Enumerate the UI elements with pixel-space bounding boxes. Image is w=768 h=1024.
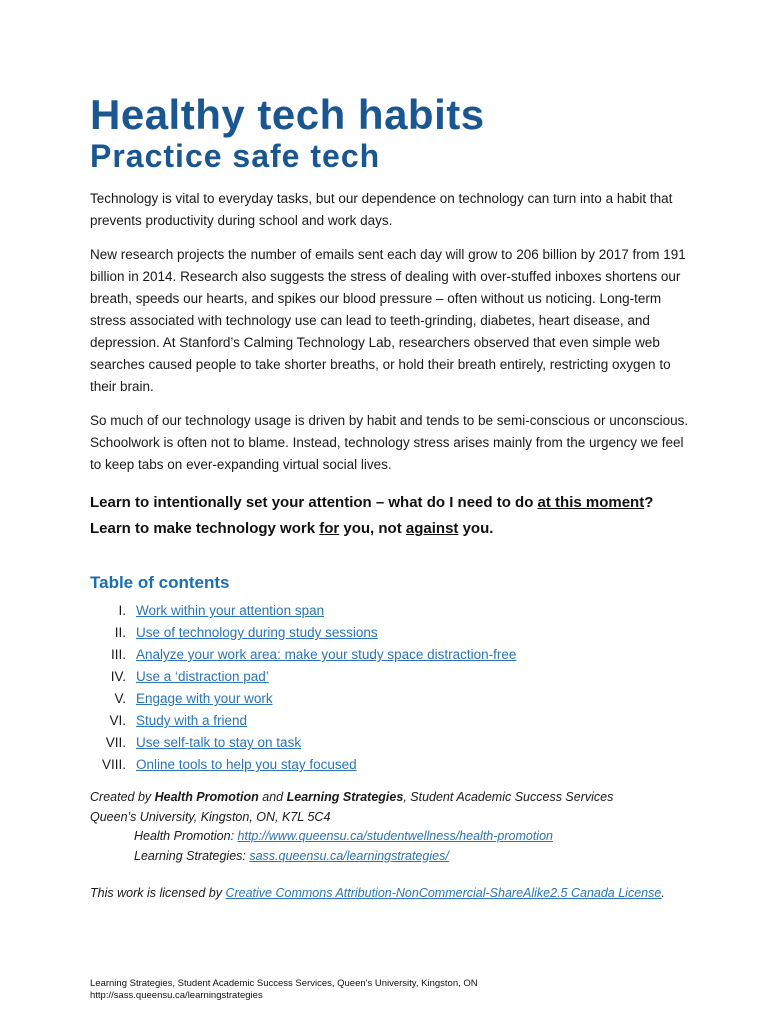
license-text: .: [661, 886, 665, 900]
credits-line: [90, 788, 690, 808]
document-page: [90, 92, 690, 903]
toc-item: [90, 710, 690, 732]
learning-strategies-link[interactable]: sass.queensu.ca/learningstrategies/: [249, 848, 449, 863]
toc-number: IV.: [110, 669, 126, 684]
toc-number: III.: [110, 647, 126, 662]
health-promotion-line: [90, 827, 690, 847]
toc-item: [90, 644, 690, 666]
intro-paragraph-1: Technology is vital to everyday tasks, but our dependence on technology can turn into a habit that prevents productivity during school and work days.: [90, 191, 673, 228]
callout-line-2: [90, 516, 690, 542]
callout: [90, 490, 690, 542]
toc-link[interactable]: Online tools to help you stay focused: [136, 757, 357, 772]
callout-emphasis: at this moment: [537, 494, 645, 511]
page-footer: [90, 978, 478, 1002]
toc-link[interactable]: Work within your attention span: [136, 603, 325, 618]
toc-link[interactable]: Use a ‘distraction pad’: [136, 669, 269, 684]
footer-line-2: http://sass.queensu.ca/learningstrategies: [90, 990, 263, 1001]
credits-org: Learning Strategies: [286, 790, 404, 804]
callout-text: Learn to make technology work: [90, 520, 320, 537]
toc-link[interactable]: Analyze your work area: make your study space distraction-free: [136, 647, 517, 662]
toc-number: VI.: [109, 713, 126, 728]
learning-strategies-line: [90, 847, 690, 867]
toc-item: [90, 754, 690, 776]
callout-line-1: [90, 490, 690, 516]
toc-link[interactable]: Use self-talk to stay on task: [136, 735, 302, 750]
credits-text: and: [258, 790, 287, 804]
toc-item: [90, 622, 690, 644]
toc-item: [90, 600, 690, 622]
health-promotion-link[interactable]: http://www.queensu.ca/studentwellness/health-promotion: [237, 829, 553, 843]
callout-text: Learn to intentionally set your attention – what do I need to do: [90, 494, 538, 511]
callout-text: ?: [644, 494, 654, 511]
page-title: Healthy tech habits: [90, 91, 485, 138]
toc-number: VII.: [105, 735, 126, 750]
toc-number: V.: [114, 691, 126, 706]
credits-org: Health Promotion: [154, 790, 259, 804]
credits-label: Learning Strategies:: [134, 848, 250, 863]
callout-text: you, not: [339, 520, 406, 537]
toc-title: Table of contents: [90, 573, 230, 592]
toc-link[interactable]: Study with a friend: [136, 713, 248, 728]
callout-emphasis: against: [405, 520, 459, 537]
toc-item: [90, 732, 690, 754]
callout-text: you.: [458, 520, 494, 537]
license-note: [90, 884, 690, 903]
toc-number: II.: [114, 625, 126, 640]
credits: [90, 788, 690, 866]
toc-item: [90, 688, 690, 710]
intro-paragraph-2: New research projects the number of emails sent each day will grow to 206 billion by 2017 from 191 billion in 2014. Research also suggests the stress of dealing with over-stuffed inboxes shortens our breath, speeds our hearts, and spikes our blood pressure – often without us noticing. Long-term stress associated with technology use can lead to teeth-grinding, diabetes, heart disease, and depression. At Stanford’s Calming Technology Lab, researchers observed that even simple web searches caused people to take shorter breaths, or hold their breath entirely, restricting oxygen to their brain.: [90, 247, 686, 394]
toc-number: VIII.: [101, 757, 126, 772]
license-text: This work is licensed by: [90, 886, 226, 900]
table-of-contents: [90, 600, 690, 776]
intro-paragraph-3: So much of our technology usage is driven by habit and tends to be semi-conscious or unconscious. Schoolwork is often not to blame. Instead, technology stress arises mainly from the urgency we feel to keep tabs on ever-expanding virtual social lives.: [90, 413, 689, 472]
page-subtitle: Practice safe tech: [90, 138, 381, 174]
toc-item: [90, 666, 690, 688]
toc-link[interactable]: Use of technology during study sessions: [136, 625, 378, 640]
credits-address: Queen’s University, Kingston, ON, K7L 5C4: [90, 809, 331, 824]
credits-text: , Student Academic Success Services: [403, 790, 614, 804]
credits-label: Health Promotion:: [134, 829, 238, 843]
toc-number: I.: [118, 603, 126, 618]
toc-link[interactable]: Engage with your work: [136, 691, 273, 706]
callout-emphasis: for: [319, 520, 340, 537]
footer-line-1: Learning Strategies, Student Academic Success Services, Queen's University, Kingston, ON: [90, 978, 478, 989]
credits-text: Created by: [90, 790, 155, 804]
license-link[interactable]: Creative Commons Attribution-NonCommercial-ShareAlike2.5 Canada License: [225, 886, 662, 900]
